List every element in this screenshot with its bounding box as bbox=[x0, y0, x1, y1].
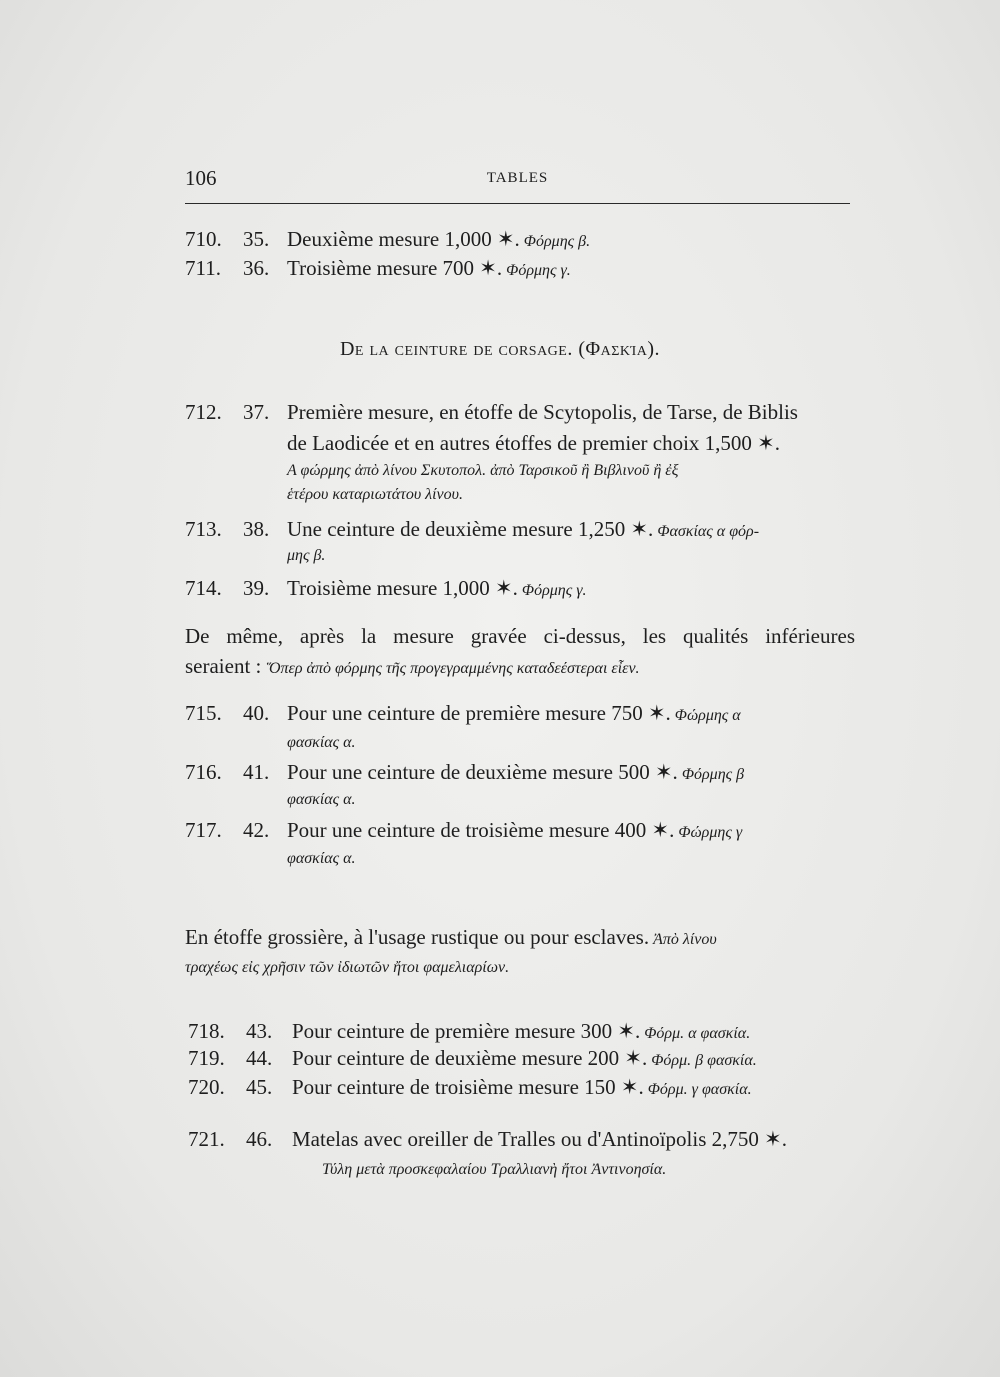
item-number: 39. bbox=[243, 576, 270, 600]
entry-greek: Φόρμης γ. bbox=[517, 582, 587, 599]
item-number: 46. bbox=[246, 1127, 273, 1151]
entry-greek: Φόρμ. γ φασκία. bbox=[643, 1081, 752, 1098]
item-number: 37. bbox=[243, 400, 270, 424]
entry-number: 714. bbox=[185, 576, 222, 600]
entry-number: 721. bbox=[188, 1127, 225, 1151]
item-number: 35. bbox=[243, 227, 270, 251]
item-number: 40. bbox=[243, 701, 270, 725]
entry-715-greek-cont: φασκίας α. bbox=[287, 734, 356, 751]
entry-717-greek-cont: φασκίας α. bbox=[287, 850, 356, 867]
entry-number: 718. bbox=[188, 1019, 225, 1043]
item-number: 45. bbox=[246, 1075, 273, 1099]
entry-text: Pour une ceinture de troisième mesure 400 ✶. bbox=[287, 818, 675, 842]
entry-greek: Φόρμ. α φασκία. bbox=[640, 1025, 751, 1042]
entry-number: 713. bbox=[185, 517, 222, 541]
paragraph-greek: Ἀπὸ λίνου bbox=[649, 931, 717, 948]
entry-greek: Φώρμης α bbox=[670, 707, 741, 724]
entry-text: Troisième mesure 700 ✶. bbox=[287, 256, 503, 280]
entry-713-greek-cont: μης β. bbox=[287, 547, 326, 564]
entry-number: 719. bbox=[188, 1046, 225, 1070]
entry-greek: Φόρμης β. bbox=[519, 233, 591, 250]
entry-text: Une ceinture de deuxième mesure 1,250 ✶. bbox=[287, 517, 654, 541]
entry-text: Pour ceinture de première mesure 300 ✶. bbox=[292, 1019, 641, 1043]
item-number: 38. bbox=[243, 517, 270, 541]
entry-712-greek-cont: ἑτέρου καταριωτάτου λίνου. bbox=[287, 486, 463, 503]
item-number: 41. bbox=[243, 760, 270, 784]
entry-number: 717. bbox=[185, 818, 222, 842]
paragraph-line-greek bbox=[185, 656, 640, 677]
section-heading: De la ceinture de corsage. (Φασκία). bbox=[339, 338, 661, 360]
paragraph-2-greek: τραχέως εἰς χρῆσιν τῶν ἰδιωτῶν ἤτοι φαμελιαρίων. bbox=[185, 959, 510, 976]
entry-number: 712. bbox=[185, 400, 222, 424]
entry-text: Première mesure, en étoffe de Scytopolis, de Tarse, de Biblis bbox=[287, 400, 798, 424]
entry-number: 716. bbox=[185, 760, 222, 784]
entry-text: Pour une ceinture de deuxième mesure 500 ✶. bbox=[287, 760, 678, 784]
entry-text: Troisième mesure 1,000 ✶. bbox=[287, 576, 518, 600]
entry-number: 715. bbox=[185, 701, 222, 725]
entry-greek: Φόρμ. β φασκία. bbox=[647, 1052, 757, 1069]
entry-716-greek-cont: φασκίας α. bbox=[287, 791, 356, 808]
entry-number: 711. bbox=[185, 256, 221, 280]
entry-text: Pour une ceinture de première mesure 750 ✶. bbox=[287, 701, 671, 725]
paragraph-text: seraient : bbox=[185, 654, 267, 678]
item-number: 42. bbox=[243, 818, 270, 842]
item-number: 44. bbox=[246, 1046, 273, 1070]
item-number: 36. bbox=[243, 256, 270, 280]
entry-712-cont: de Laodicée et en autres étoffes de premier choix 1,500 ✶. bbox=[287, 431, 781, 455]
entry-greek: Φασκίας α φόρ- bbox=[653, 523, 760, 540]
entry-text: Pour ceinture de deuxième mesure 200 ✶. bbox=[292, 1046, 648, 1070]
running-title: TABLES bbox=[486, 170, 549, 186]
paragraph-2-line bbox=[185, 927, 860, 948]
entry-greek: Φόρμης γ. bbox=[502, 262, 571, 279]
entry-number: 720. bbox=[188, 1075, 225, 1099]
running-header bbox=[185, 166, 850, 196]
entry-721-greek: Τύλη μετὰ προσκεφαλαίου Τραλλιανὴ ἤτοι Ἀντινοησία. bbox=[322, 1161, 667, 1178]
paragraph-line: De même, après la mesure gravée ci-dessus, les qualités inférieures bbox=[185, 624, 855, 648]
entry-number: 710. bbox=[185, 227, 222, 251]
entry-text: Deuxième mesure 1,000 ✶. bbox=[287, 227, 520, 251]
paragraph-greek: Ὅπερ ἀπὸ φόρμης τῆς προγεγραμμένης καταδεέστεραι εἶεν. bbox=[266, 660, 640, 677]
paragraph-text: En étoffe grossière, à l'usage rustique ou pour esclaves. bbox=[185, 925, 650, 949]
entry-text: Pour ceinture de troisième mesure 150 ✶. bbox=[292, 1075, 644, 1099]
item-number: 43. bbox=[246, 1019, 273, 1043]
entry-712-greek: Α φώρμης ἀπὸ λίνου Σκυτοπολ. ἀπὸ Ταρσικοῦ ἢ Βιβλινοῦ ἢ ἐξ bbox=[287, 462, 679, 479]
header-rule bbox=[185, 203, 850, 204]
page-number: 106 bbox=[185, 166, 217, 190]
entry-text: Matelas avec oreiller de Tralles ou d'Antinoïpolis 2,750 ✶. bbox=[292, 1127, 787, 1151]
entry-greek: Φώρμης γ bbox=[674, 824, 743, 841]
entry-greek: Φόρμης β bbox=[677, 766, 745, 783]
